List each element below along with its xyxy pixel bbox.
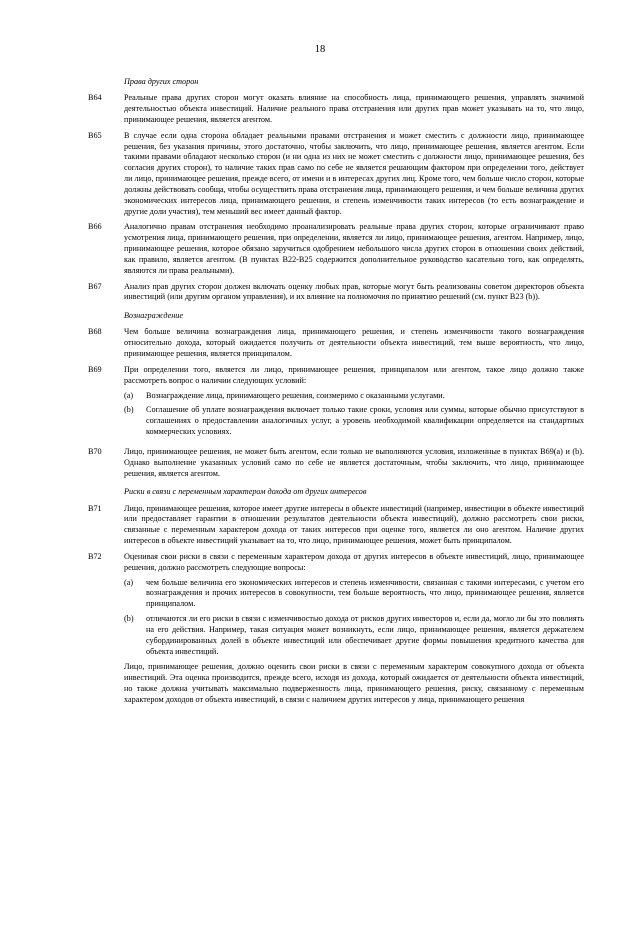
sub-item: [124, 405, 584, 437]
paragraph-label: B68: [88, 327, 102, 337]
paragraph-label: B69: [88, 364, 102, 374]
document-page: [0, 44, 640, 949]
heading-remuneration-wrap: [88, 311, 584, 321]
paragraph-text: Лицо, принимающее решения, которое имеет другие интересы в объекте инвестиций (например, инвестиции в объекте инвестиций или предоставляет гарантии в отношении результатов деятельности объекта инвестиций), должно рассмотреть свои риски, связанные с переменным характером дохода от таких интересов при оценке того, является ли оно агентом. Наличие других интересов в объекте инвестиций указывает на то, что лицо, принимающее решения, может быть принципалом.: [124, 503, 584, 546]
paragraph-b66: [88, 222, 584, 276]
paragraph-b71: [88, 504, 584, 547]
paragraph-label: B70: [88, 446, 102, 456]
paragraph-label: B67: [88, 281, 102, 291]
sub-item-text: чем больше величина его экономических интересов и степень изменчивости, связанная с такими интересами, с учетом его вознаграждения и прочих интересов в совокупности, тем больше вероятность, что лицо, принимающее решения, является принципалом.: [146, 577, 584, 609]
sub-item-text: Соглашение об уплате вознаграждения включает только такие сроки, условия или суммы, которые обычно присутствуют в соглашениях о предоставлении аналогичных услуг, а уровень необходимой квалификации определяется на стандартных коммерческих условиях.: [146, 405, 584, 437]
sub-list: [124, 578, 584, 658]
sub-item-text: Вознаграждение лица, принимающего решения, соизмеримо с оказанными услугами.: [146, 390, 445, 400]
paragraph-label: B64: [88, 93, 102, 103]
sub-item: [124, 578, 584, 610]
paragraph-b65: [88, 131, 584, 218]
paragraph-text: Чем больше величина вознаграждения лица, принимающего решения, и степень изменчивости такого вознаграждения относительно дохода, который ожидается получить от деятельности объекта инвестиций, тем выше вероятность, что лицо, принимающее решения, является принципалом.: [124, 327, 584, 359]
paragraph-label: B66: [88, 222, 102, 232]
paragraph-b64: [88, 93, 584, 125]
paragraph-label: B71: [88, 503, 102, 513]
paragraph-body: [124, 365, 584, 442]
paragraph-text: В случае если одна сторона обладает реальными правами отстранения и может сместить с должности лицо, принимающее решения, без указания причины, этого достаточно, чтобы заключить, что лицо, принимающее решения, является агентом. Если такими правами обладают несколько сторон (и ни одна из них не может сместить с должности лицо, принимающее решения, без согласия других сторон), то наличие таких прав само по себе не является решающим фактором при определении того, действует ли лицо, принимающее решения, прежде всего, от имени и в интересах других лиц. Кроме того, чем больше число сторон, которые должны действовать сообща, чтобы осуществить права отстранения лица, принимающего решения, и чем больше величина других экономических интересов лица, принимающего решения, и степень изменчивости таких интересов (то есть вознаграждение и другие доли участия), тем меньший вес имеет данный фактор.: [124, 130, 584, 216]
heading-other-parties-rights-wrap: [88, 77, 584, 87]
sub-item-marker: (b): [124, 405, 134, 415]
heading-variable-returns-risks-wrap: [88, 487, 584, 497]
paragraph-b72: [88, 552, 584, 706]
paragraph-label: B65: [88, 130, 102, 140]
paragraph-text: При определении того, является ли лицо, принимающее решения, принципалом или агентом, такое лицо должно также рассмотреть вопрос о наличии следующих условий:: [124, 364, 584, 385]
paragraph-text: Лицо, принимающее решения, не может быть агентом, если только не выполняются условия, изложенные в пунктах В69(a) и (b). Однако выполнение указанных условий само по себе не является достаточным, чтобы заключить, что лицо, принимающее решения, является агентом.: [124, 446, 584, 478]
sub-item-text: отличаются ли его риски в связи с изменчивостью дохода от рисков других инвесторов и, если да, могло ли бы это повлиять на его действия. Например, такая ситуация может возникнуть, если лицо, принимающее решения, является держателем субординированных долей в объекте инвестиций или обеспечивает другие формы повышения кредитного качества для объекта инвестиций.: [146, 614, 584, 656]
section-heading-remuneration: Вознаграждение: [124, 311, 183, 321]
sub-item-marker: (a): [124, 390, 134, 400]
sub-item: [124, 614, 584, 657]
paragraph-b70: [88, 447, 584, 479]
section-heading-other-parties-rights: Права других сторон: [124, 77, 199, 86]
section-heading-variable-returns-risks: Риски в связи с переменным характером дохода от других интересов: [124, 487, 367, 497]
paragraph-body: [124, 552, 584, 706]
sub-item: [124, 391, 584, 402]
paragraph-b69: [88, 365, 584, 442]
paragraph-text: Оценивая свои риски в связи с переменным характером дохода от других интересов в объекте инвестиций, лицо, принимающее решения, должно рассмотреть следующие вопросы:: [124, 551, 584, 572]
sub-item-marker: (a): [124, 577, 134, 587]
paragraph-text: Реальные права других сторон могут оказать влияние на способность лица, принимающего решения, управлять значимой деятельностью объекта инвестиций. Наличие реального права отстранения или других прав может указывать на то, что лицо, принимающее решения, является агентом.: [124, 93, 584, 124]
paragraph-text: Анализ прав других сторон должен включать оценку любых прав, которые могут быть реализованы советом директоров объекта инвестиций (или другим органом управления), и их влияние на полномочия по принятию решений (см. пункт В23 (b)).: [124, 281, 584, 302]
page-number: 18: [314, 44, 326, 55]
paragraph-label: B72: [88, 551, 102, 561]
paragraph-b67: [88, 282, 584, 304]
paragraph-trailing-text: Лицо, принимающее решения, должно оценить свои риски в связи с переменным характером совокупного дохода от объекта инвестиций. Эта оценка производится, прежде всего, исходя из дохода, который ожидается от деятельности объекта инвестиций, но также должна учитывать максимально подверженность лица, принимающего решения, риску, связанному с переменным характером доходов от объекта инвестиций, в связи с наличием других интересов у лица, принимающего решения: [124, 662, 584, 704]
sub-list: [124, 391, 584, 438]
paragraph-b68: [88, 327, 584, 359]
page-content: [0, 77, 640, 706]
paragraph-text: Аналогично правам отстранения необходимо проанализировать реальные права других сторон, которые ограничивают право усмотрения лица, принимающего решения, при определении, является ли лицо, принимающее решения, агентом. Например, лицо, принимающее решения, которое обязано заручиться одобрением небольшого числа других сторон в отношении своих действий, как правило, является агентом. (В пунктах В22-В25 содержится дополнительное руководство касательно того, как определять, являются ли права реальными).: [124, 222, 584, 275]
sub-item-marker: (b): [124, 614, 134, 624]
